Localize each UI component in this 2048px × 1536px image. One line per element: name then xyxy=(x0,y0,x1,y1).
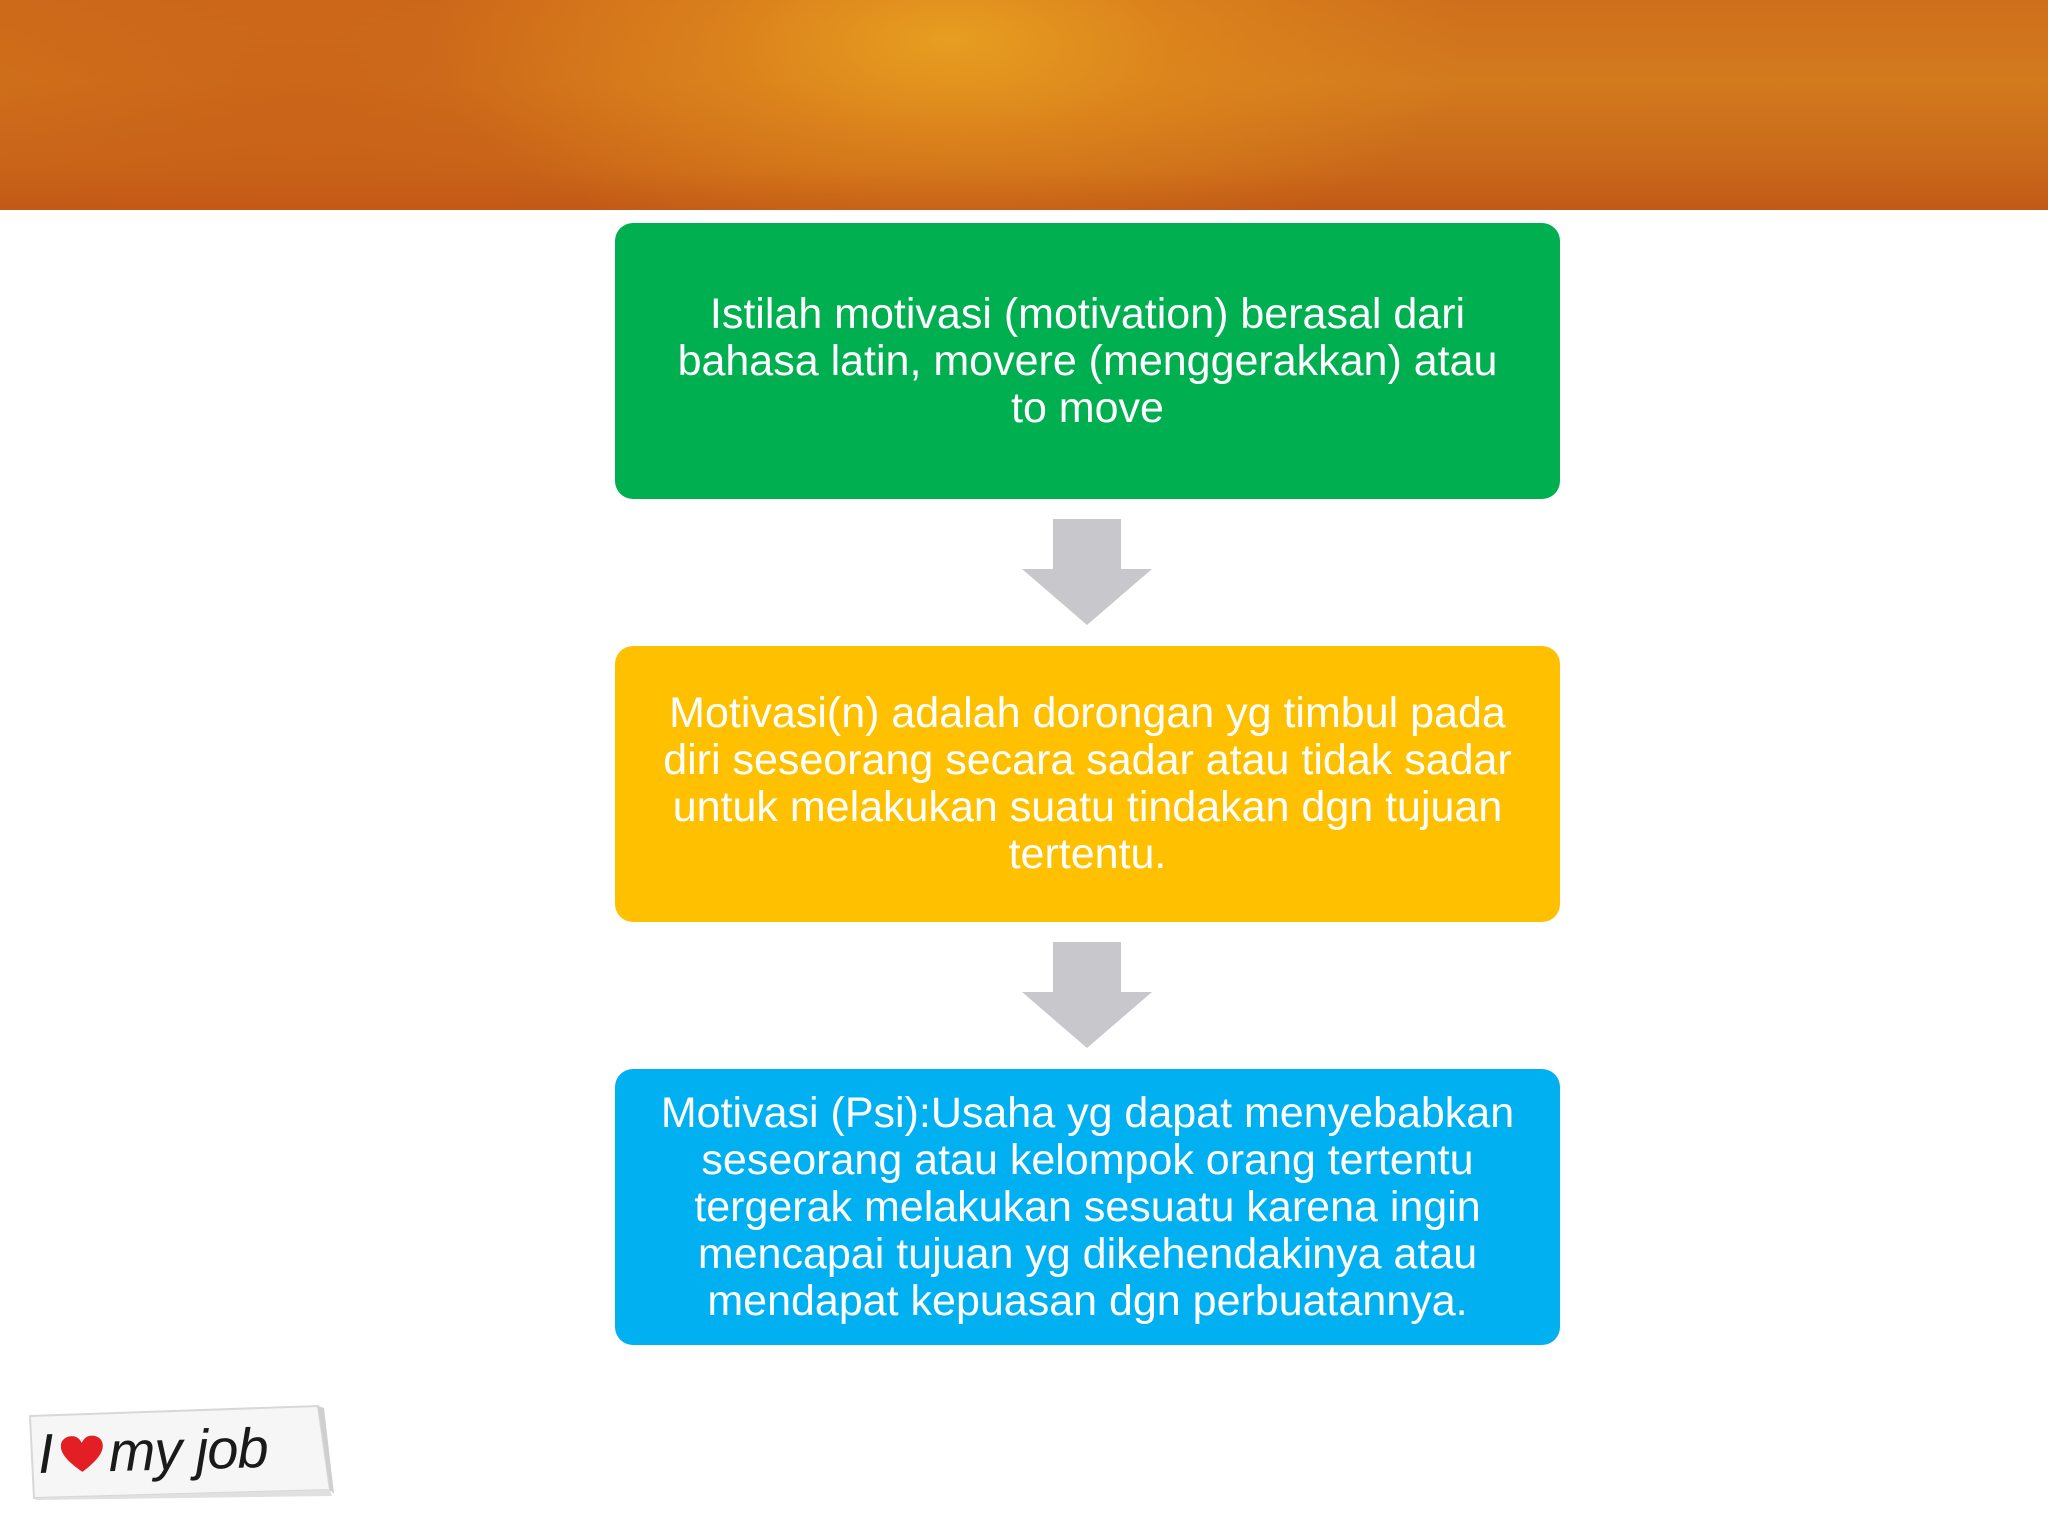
badge-word-my-job: my job xyxy=(107,1416,269,1484)
flow-box-definition-text xyxy=(663,690,1512,878)
text-line: Motivasi(n) adalah dorongan yg timbul pada xyxy=(669,689,1506,737)
flow-box-origin xyxy=(615,223,1560,499)
text-line: Motivasi (Psi):Usaha yg dapat menyebabkan xyxy=(660,1088,1515,1137)
text-line: diri seseorang secara sadar atau tidak sadar xyxy=(663,736,1512,784)
flow-box-definition xyxy=(615,646,1560,922)
text-line: mencapai tujuan yg dikehendakinya atau xyxy=(697,1229,1478,1278)
text-line: tergerak melakukan sesuatu karena ingin xyxy=(694,1182,1481,1231)
header-band xyxy=(0,0,2048,210)
flow-box-psychology-text xyxy=(661,1090,1514,1325)
flow-box-origin-text xyxy=(678,291,1498,432)
text-line: mendapat kepuasan dgn perbuatannya. xyxy=(707,1276,1468,1325)
text-line: Istilah motivasi (motivation) berasal dari xyxy=(709,289,1466,338)
text-line: seseorang atau kelompok orang tertentu xyxy=(701,1135,1474,1184)
flow-box-psychology xyxy=(615,1069,1560,1345)
text-line: to move xyxy=(1011,383,1164,432)
text-line: bahasa latin, movere (menggerakkan) atau xyxy=(677,336,1498,385)
down-arrow-icon xyxy=(1022,519,1152,625)
down-arrow-icon xyxy=(1022,942,1152,1048)
text-line: untuk melakukan suatu tindakan dgn tujuan xyxy=(672,783,1503,831)
text-line: tertentu. xyxy=(1008,830,1167,878)
heart-icon xyxy=(60,1435,103,1474)
badge-word-i: I xyxy=(37,1421,54,1485)
i-love-my-job-label xyxy=(37,1415,268,1486)
